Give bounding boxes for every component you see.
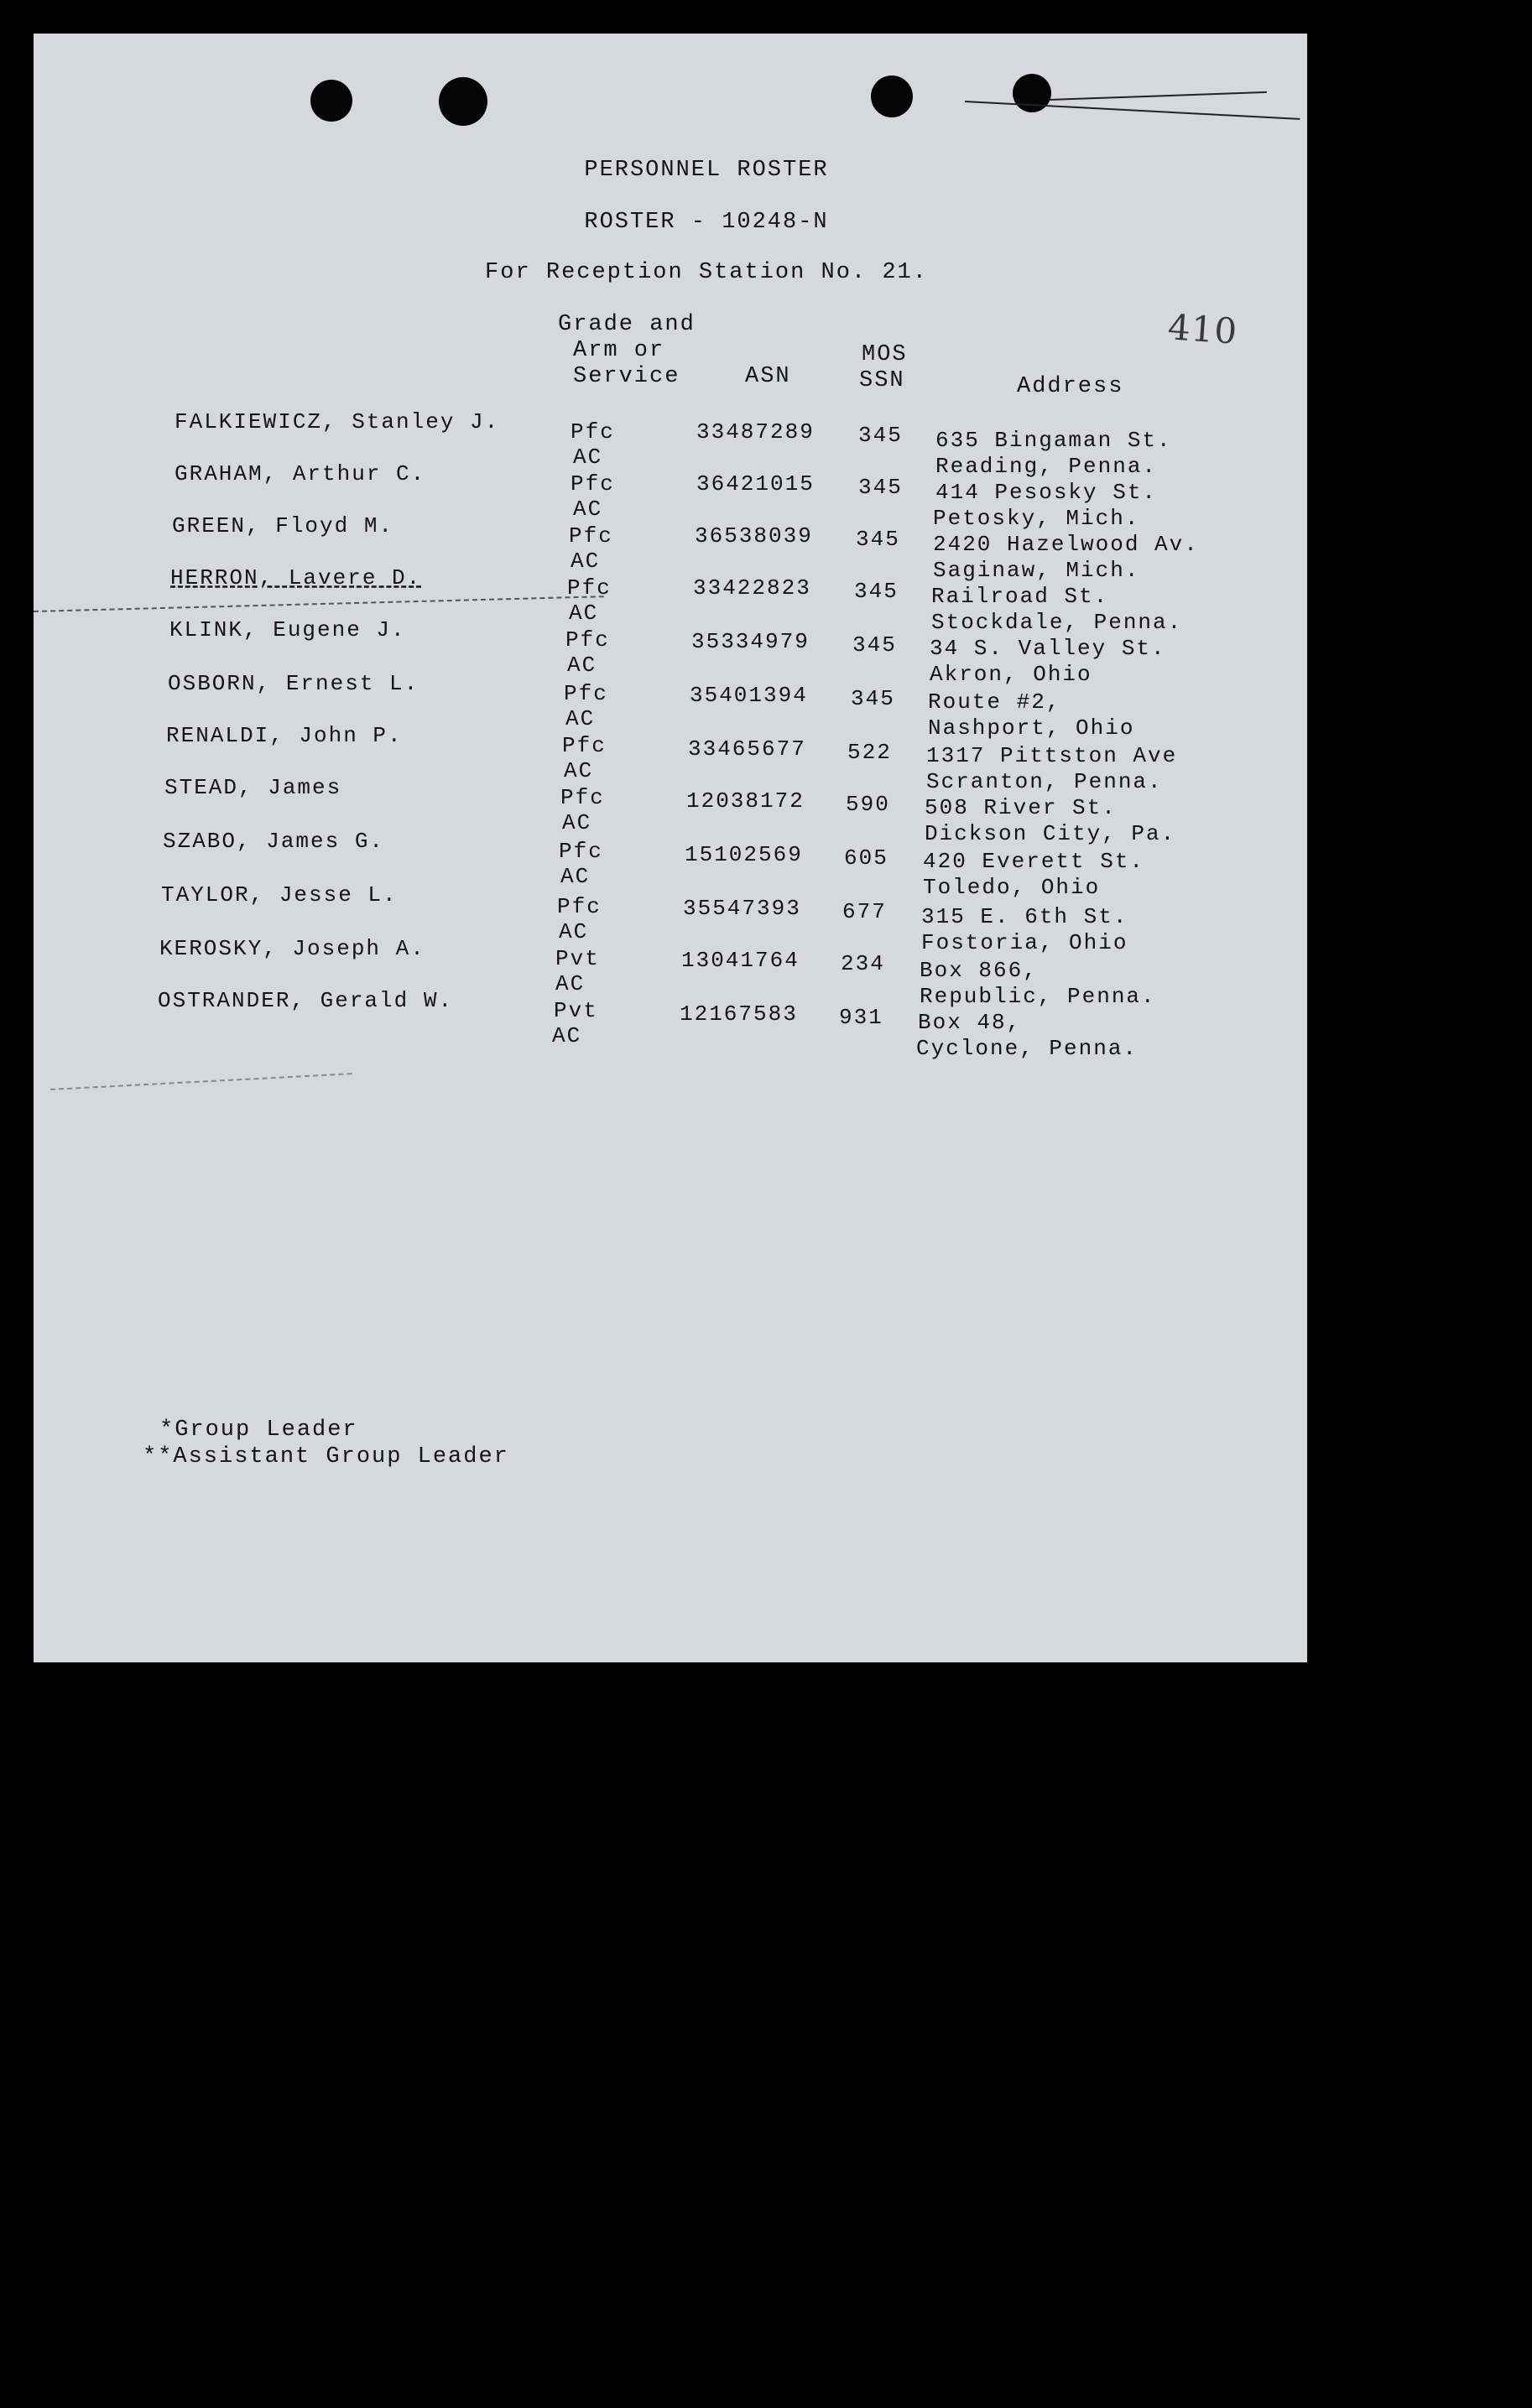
row-asn: 35547393: [683, 896, 801, 921]
row-arm: AC: [567, 653, 597, 678]
row-arm: AC: [569, 601, 599, 626]
row-address-line2: Republic, Penna.: [920, 984, 1156, 1009]
row-asn: 12167583: [680, 1001, 798, 1027]
row-arm: AC: [565, 706, 596, 731]
row-mos: 345: [854, 579, 899, 604]
row-grade: Pfc: [562, 733, 607, 758]
punch-hole: [871, 75, 913, 117]
strike-line: [34, 595, 604, 612]
row-arm: AC: [552, 1023, 582, 1048]
row-address-line2: Cyclone, Penna.: [916, 1036, 1139, 1061]
row-address-line2: Akron, Ohio: [930, 662, 1092, 687]
row-address-line2: Reading, Penna.: [935, 454, 1158, 479]
row-address-line1: Box 866,: [920, 958, 1038, 983]
roster-page: [34, 34, 1307, 1662]
header-grade-line2: Arm or: [573, 338, 665, 363]
header-mos: MOS: [862, 342, 908, 367]
torn-edge: [965, 101, 1300, 120]
header-asn: ASN: [745, 364, 791, 389]
row-grade: Pfc: [571, 419, 615, 445]
row-address-line1: 34 S. Valley St.: [930, 636, 1166, 661]
row-address-line1: 508 River St.: [925, 795, 1117, 820]
row-asn: 12038172: [686, 788, 805, 814]
row-grade: Pvt: [555, 946, 600, 971]
row-address-line2: Nashport, Ohio: [928, 715, 1135, 741]
row-arm: AC: [560, 864, 591, 889]
row-name: OSBORN, Ernest L.: [168, 671, 419, 696]
row-name: GREEN, Floyd M.: [172, 513, 394, 538]
row-mos: 345: [858, 423, 903, 448]
row-address-line2: Scranton, Penna.: [926, 769, 1163, 794]
row-grade: Pfc: [569, 523, 613, 549]
row-name: KLINK, Eugene J.: [169, 617, 406, 642]
row-arm: AC: [564, 758, 594, 783]
row-mos: 590: [846, 792, 890, 817]
punch-hole: [1013, 74, 1051, 112]
row-address-line2: Saginaw, Mich.: [933, 558, 1140, 583]
row-grade: Pfc: [571, 471, 615, 497]
row-grade: Pfc: [565, 627, 610, 653]
row-address-line2: Fostoria, Ohio: [921, 930, 1128, 955]
header-grade-line3: Service: [573, 364, 680, 389]
header-grade-line1: Grade and: [558, 312, 696, 337]
row-arm: AC: [555, 971, 586, 996]
row-name: GRAHAM, Arthur C.: [175, 461, 426, 486]
row-address-line1: Box 48,: [918, 1010, 1022, 1035]
row-grade: Pfc: [564, 681, 608, 706]
row-arm: AC: [559, 919, 589, 944]
row-asn: 15102569: [685, 842, 803, 867]
row-address-line2: Dickson City, Pa.: [925, 821, 1176, 846]
row-mos: 345: [856, 527, 900, 552]
header-address: Address: [1017, 374, 1124, 399]
document-subtitle: For Reception Station No. 21.: [485, 260, 928, 285]
row-name: RENALDI, John P.: [166, 723, 403, 748]
row-arm: AC: [562, 810, 592, 835]
row-grade: Pfc: [557, 894, 602, 919]
row-address-line1: 2420 Hazelwood Av.: [933, 532, 1199, 557]
footnote-assistant-group-leader: **Assistant Group Leader: [143, 1444, 509, 1469]
row-mos: 677: [842, 899, 887, 924]
row-mos: 234: [841, 951, 885, 976]
row-asn: 33422823: [693, 575, 811, 601]
row-name: SZABO, James G.: [163, 829, 385, 854]
row-mos: 345: [858, 475, 903, 500]
row-address-line1: 420 Everett St.: [923, 849, 1145, 874]
row-name: OSTRANDER, Gerald W.: [158, 988, 454, 1013]
row-grade: Pfc: [567, 575, 612, 601]
row-arm: AC: [571, 549, 601, 574]
row-name: HERRON, Lavere D.: [170, 565, 422, 590]
page-number: 410: [1166, 306, 1239, 352]
row-mos: 605: [844, 845, 888, 871]
row-name: FALKIEWICZ, Stanley J.: [175, 409, 500, 434]
stray-mark: [50, 1073, 352, 1090]
row-address-line1: 315 E. 6th St.: [921, 904, 1128, 929]
header-ssn: SSN: [859, 368, 905, 393]
row-asn: 35334979: [691, 629, 810, 654]
row-grade: Pfc: [559, 839, 603, 864]
torn-edge: [1049, 91, 1267, 101]
row-address-line1: Route #2,: [928, 689, 1061, 715]
row-address-line1: 635 Bingaman St.: [935, 428, 1172, 453]
row-grade: Pvt: [554, 998, 598, 1023]
row-asn: 35401394: [690, 683, 808, 708]
row-asn: 36421015: [696, 471, 815, 497]
row-name: TAYLOR, Jesse L.: [161, 882, 398, 908]
row-asn: 36538039: [695, 523, 813, 549]
row-name: STEAD, James: [164, 775, 342, 800]
row-address-line2: Petosky, Mich.: [933, 506, 1140, 531]
row-address-line1: Railroad St.: [931, 584, 1109, 609]
row-asn: 13041764: [681, 948, 800, 973]
row-mos: 345: [851, 686, 895, 711]
row-mos: 345: [852, 632, 897, 658]
punch-hole: [439, 77, 487, 126]
punch-hole: [310, 80, 352, 122]
row-address-line1: 414 Pesosky St.: [935, 480, 1158, 505]
row-address-line2: Stockdale, Penna.: [931, 610, 1183, 635]
row-grade: Pfc: [560, 785, 605, 810]
row-address-line2: Toledo, Ohio: [923, 875, 1101, 900]
roster-id: ROSTER - 10248-N: [584, 210, 829, 235]
row-asn: 33465677: [688, 736, 806, 762]
row-mos: 522: [847, 740, 892, 765]
row-name: KEROSKY, Joseph A.: [159, 936, 425, 961]
row-arm: AC: [573, 445, 603, 470]
footnote-group-leader: *Group Leader: [159, 1417, 358, 1443]
row-asn: 33487289: [696, 419, 815, 445]
row-mos: 931: [839, 1005, 883, 1030]
row-address-line1: 1317 Pittston Ave: [926, 743, 1178, 768]
document-title: PERSONNEL ROSTER: [584, 158, 829, 183]
row-arm: AC: [573, 497, 603, 522]
